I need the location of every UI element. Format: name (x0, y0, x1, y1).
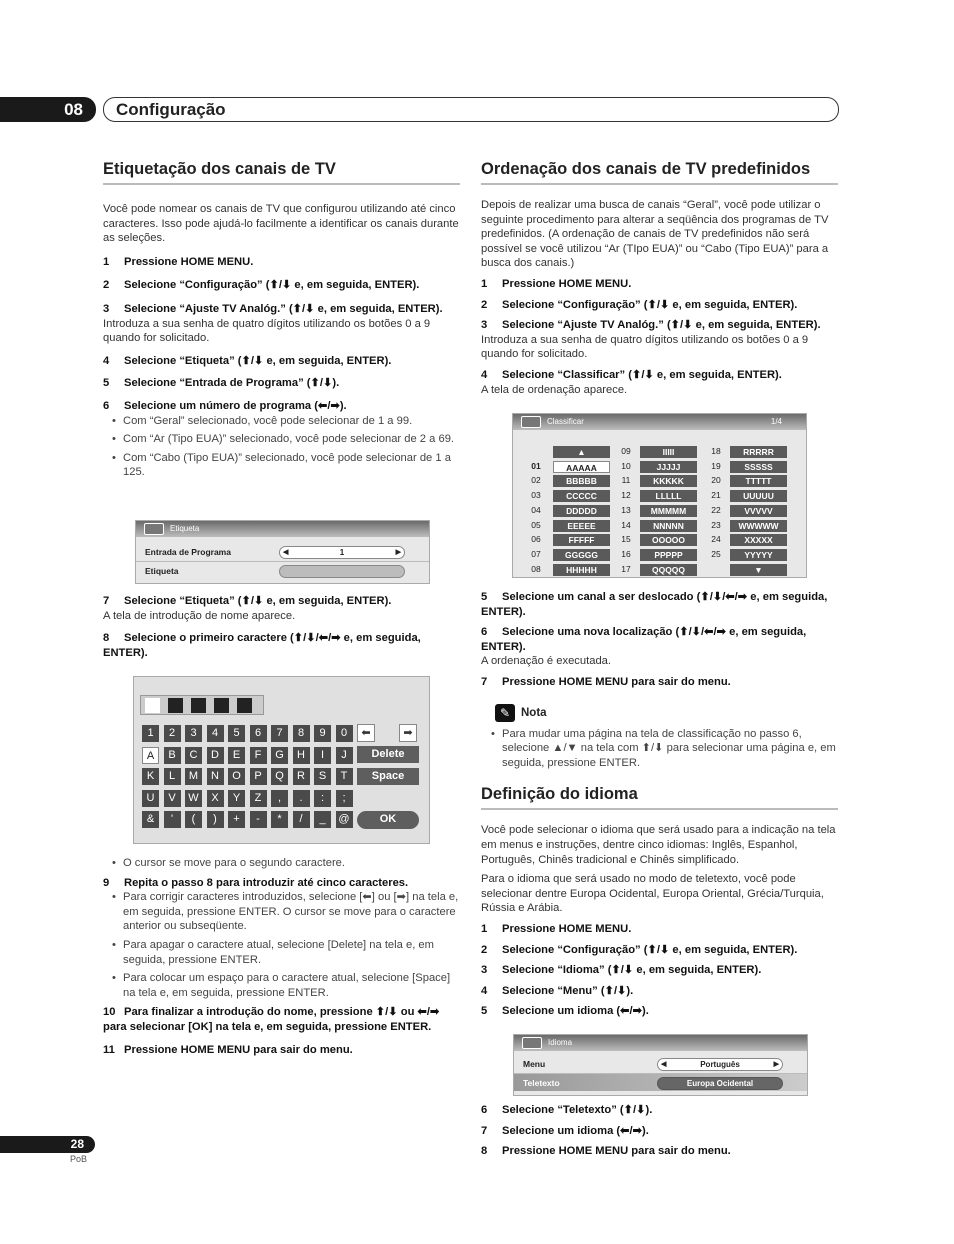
channel-name-cell[interactable]: DDDDD (553, 505, 610, 517)
key-N[interactable]: N (207, 768, 224, 785)
bullet: • Com “Ar (Tipo EUA)” selecionado, você pode selecionar de 2 a 69. (123, 432, 460, 447)
key-1[interactable]: 1 (142, 725, 159, 742)
ok-key[interactable]: OK (357, 811, 419, 829)
arrow-right-icon: ▶ (773, 1061, 779, 1068)
label-field[interactable] (279, 565, 405, 578)
tv-icon (522, 1037, 542, 1049)
name-entry-keyboard (133, 676, 430, 844)
step-2: 2 Selecione “Configuração” (⬆/⬇ e, em seguida, ENTER). (481, 298, 798, 311)
channel-name-cell[interactable]: TTTTT (730, 475, 787, 487)
right-column-2 (481, 590, 838, 1019)
step-3: 3 Selecione “Ajuste TV Analóg.” (⬆/⬇ e, em seguida, ENTER). (103, 302, 443, 315)
channel-number: 04 (531, 504, 541, 515)
char-slot (214, 698, 229, 713)
channel-name-cell[interactable]: HHHHH (553, 564, 610, 576)
step-9: 9 Repita o passo 8 para introduzir até cinco caracteres. (103, 876, 409, 889)
key-2[interactable]: 2 (164, 725, 181, 742)
osd-etiqueta (135, 520, 430, 584)
key-,[interactable]: , (271, 790, 288, 807)
channel-number: 07 (531, 548, 541, 559)
channel-name-cell[interactable]: AAAAA (553, 461, 610, 473)
bullet: • Para colocar um espaço para o caractere atual, selecione [Space] na tela e, em seguida, pressione ENTER. (123, 971, 460, 1000)
idioma-step-7: 7 Selecione um idioma (⬅/➡). (481, 1124, 649, 1137)
step-3: 3 Selecione “Ajuste TV Analóg.” (⬆/⬇ e, em seguida, ENTER). (481, 319, 821, 332)
arrow-left-icon: ◀ (283, 549, 289, 556)
key-'[interactable]: ' (164, 811, 181, 828)
cursor-left-key[interactable]: ⬅ (357, 724, 375, 742)
pencil-icon: ✎ (495, 704, 515, 722)
key-D[interactable]: D (207, 747, 224, 764)
channel-name-cell[interactable]: KKKKK (640, 475, 697, 487)
step-2: 2 Selecione “Configuração” (⬆/⬇ e, em seguida, ENTER). (103, 279, 420, 292)
channel-name-cell[interactable]: FFFFF (553, 534, 610, 546)
channel-name-cell[interactable]: ▲ (553, 446, 610, 458)
channel-name-cell[interactable]: JJJJJ (640, 461, 697, 473)
channel-number: 01 (531, 460, 541, 471)
channel-number: 21 (711, 490, 721, 501)
channel-number: 03 (531, 490, 541, 501)
section-title-idioma: Definição do idioma (481, 785, 838, 810)
key-S[interactable]: S (314, 768, 331, 785)
key-/[interactable]: / (293, 811, 310, 828)
key-I[interactable]: I (314, 747, 331, 764)
channel-name-cell[interactable]: IIIII (640, 446, 697, 458)
step-5: 5 Selecione um canal a ser deslocado (⬆/⬇/⬅/➡ e, em seguida, ENTER). (481, 591, 828, 618)
channel-number: 05 (531, 519, 541, 530)
key-4[interactable]: 4 (207, 725, 224, 742)
step-6: 6 Selecione uma nova localização (⬆/⬇/⬅/➡ e, em seguida, ENTER). (481, 626, 807, 653)
key-A[interactable]: A (142, 747, 159, 764)
step-7: 7 Selecione “Etiqueta” (⬆/⬇ e, em seguida, ENTER). (103, 595, 392, 607)
char-slot (168, 698, 183, 713)
key-Z[interactable]: Z (250, 790, 267, 807)
key-V[interactable]: V (164, 790, 181, 807)
key-.[interactable]: . (293, 790, 310, 807)
key-_[interactable]: _ (314, 811, 331, 828)
step-6: 6 Selecione um número de programa (⬅/➡). (103, 399, 347, 412)
arrow-right-icon: ▶ (395, 549, 401, 556)
osd-row-etiqueta[interactable]: Etiqueta (136, 561, 429, 579)
step-7: 7 Pressione HOME MENU para sair do menu. (481, 675, 731, 688)
idioma-step-4: 4 Selecione “Menu” (⬆/⬇). (481, 984, 634, 997)
channel-number: 17 (621, 563, 631, 574)
step-10: 10 Para finalizar a introdução do nome, pressione ⬆/⬇ ou ⬅/➡ para selecionar [OK] na tela e, em seguida, pressione ENTER. (103, 1006, 440, 1033)
osd-row-teletexto[interactable]: Teletexto Europa Ocidental (514, 1073, 807, 1091)
key-+[interactable]: + (228, 811, 245, 828)
channel-name-cell[interactable]: OOOOO (640, 534, 697, 546)
osd-title-bar: Classificar 1/4 (513, 414, 806, 430)
key-Y[interactable]: Y (228, 790, 245, 807)
name-entry-field[interactable] (140, 695, 264, 715)
key--[interactable]: - (250, 811, 267, 828)
channel-name-cell[interactable]: UUUUU (730, 490, 787, 502)
key-M[interactable]: M (185, 768, 202, 785)
idioma-para-2: Para o idioma que será usado no modo de teletexto, você pode selecionar dentre Europa Ocidental, Europa Oriental, Grécia/Turquia, Rússia e Arábia. (481, 873, 824, 915)
right-column-3 (481, 1103, 838, 1159)
tv-icon (144, 523, 164, 535)
key-L[interactable]: L (164, 768, 181, 785)
step-4: 4 Selecione “Etiqueta” (⬆/⬇ e, em seguida, ENTER). (103, 354, 392, 367)
program-selector[interactable]: ◀ 1 ▶ (279, 546, 405, 559)
channel-name-cell[interactable]: ▼ (730, 564, 787, 576)
bullet: • Com “Geral” selecionado, você pode selecionar de 1 a 99. (123, 414, 460, 429)
channel-name-cell[interactable]: WWWWW (730, 520, 787, 532)
channel-name-cell[interactable]: XXXXX (730, 534, 787, 546)
step-1: 1 Pressione HOME MENU. (103, 255, 254, 268)
key-;[interactable]: ; (336, 790, 353, 807)
key-9[interactable]: 9 (314, 725, 331, 742)
channel-name-cell[interactable]: QQQQQ (640, 564, 697, 576)
step-5: 5 Selecione “Entrada de Programa” (⬆/⬇). (103, 377, 340, 390)
step-4: 4 Selecione “Classificar” (⬆/⬇ e, em seguida, ENTER). (481, 368, 782, 381)
idioma-step-3: 3 Selecione “Idioma” (⬆/⬇ e, em seguida, ENTER). (481, 964, 762, 977)
key-0[interactable]: 0 (336, 725, 353, 742)
key-3[interactable]: 3 (185, 725, 202, 742)
nota-bullets (481, 727, 838, 771)
channel-number: 13 (621, 504, 631, 515)
channel-number: 14 (621, 519, 631, 530)
key-8[interactable]: 8 (293, 725, 310, 742)
channel-number: 12 (621, 490, 631, 501)
idioma-step-5: 5 Selecione um idioma (⬅/➡). (481, 1005, 649, 1018)
key-X[interactable]: X (207, 790, 224, 807)
channel-name-cell[interactable]: PPPPP (640, 549, 697, 561)
key-F[interactable]: F (250, 747, 267, 764)
tv-icon (521, 416, 541, 428)
channel-number: 02 (531, 475, 541, 486)
channel-name-cell[interactable]: EEEEE (553, 520, 610, 532)
key-E[interactable]: E (228, 747, 245, 764)
osd-idioma (513, 1034, 808, 1096)
idioma-step-6: 6 Selecione “Teletexto” (⬆/⬇). (481, 1104, 653, 1116)
page-indicator: 1/4 (770, 417, 782, 426)
right-column (481, 160, 838, 397)
channel-number: 09 (621, 446, 631, 456)
bullet: • Para apagar o caractere atual, selecione [Delete] na tela e, em seguida, pressione ENTER. (123, 938, 460, 967)
key-)[interactable]: ) (207, 811, 224, 828)
key-T[interactable]: T (336, 768, 353, 785)
channel-name-cell[interactable]: YYYYY (730, 549, 787, 561)
key-5[interactable]: 5 (228, 725, 245, 742)
step-9-bullets (103, 890, 460, 1000)
idioma-step-1: 1 Pressione HOME MENU. (481, 922, 632, 935)
channel-number: 08 (531, 563, 541, 574)
step-8-bullets (103, 856, 460, 871)
channel-number: 16 (621, 548, 631, 559)
key-6[interactable]: 6 (250, 725, 267, 742)
step-4-note: A tela de ordenação aparece. (481, 383, 628, 396)
bullet: • O cursor se move para o segundo caractere. (123, 856, 460, 871)
channel-name-cell[interactable]: MMMMM (640, 505, 697, 517)
channel-number: 11 (621, 475, 631, 486)
key-U[interactable]: U (142, 790, 159, 807)
chapter-number: 08 (0, 97, 96, 122)
osd-row-menu[interactable]: Menu ◀ Português ▶ (514, 1055, 807, 1073)
section-title: Ordenação dos canais de TV predefinidos (481, 160, 838, 185)
key-7[interactable]: 7 (271, 725, 288, 742)
channel-number: 25 (711, 548, 721, 559)
key-H[interactable]: H (293, 747, 310, 764)
step-7-note: A tela de introdução de nome aparece. (103, 609, 296, 622)
page-number: 28 (0, 1136, 95, 1153)
left-column-2 (103, 594, 460, 660)
channel-number: 22 (711, 504, 721, 515)
channel-number: 19 (711, 460, 721, 471)
channel-number: 15 (621, 534, 631, 545)
language-code: PoB (70, 1154, 88, 1164)
bullet: • Com “Cabo (Tipo EUA)” selecionado, você pode selecionar de 1 a 125. (123, 451, 460, 480)
channel-number: 20 (711, 475, 721, 486)
key-P[interactable]: P (250, 768, 267, 785)
key-O[interactable]: O (228, 768, 245, 785)
cursor-right-key[interactable]: ➡ (399, 724, 417, 742)
key-&[interactable]: & (142, 811, 159, 828)
key-:[interactable]: : (314, 790, 331, 807)
channel-number: 23 (711, 519, 721, 530)
space-key[interactable]: Space (357, 768, 419, 785)
key-K[interactable]: K (142, 768, 159, 785)
char-slot (191, 698, 206, 713)
intro-text: Você pode nomear os canais de TV que configurou utilizando até cinco caracteres. Isso pode ajudá-lo facilmente a identificar os canais durante as seleções. (103, 203, 459, 245)
idioma-step-8: 8 Pressione HOME MENU para sair do menu. (481, 1145, 731, 1158)
delete-key[interactable]: Delete (357, 746, 419, 763)
bullet: • Para corrigir caracteres introduzidos, selecione [⬅] ou [➡] na tela e, em seguida, pressione ENTER. O cursor se move para o caractere anterior ou subseqüente. (123, 890, 460, 934)
key-Q[interactable]: Q (271, 768, 288, 785)
step-6-bullets (103, 414, 460, 480)
channel-number: 06 (531, 534, 541, 545)
idioma-step-2: 2 Selecione “Configuração” (⬆/⬇ e, em seguida, ENTER). (481, 943, 798, 956)
step-11: 11 Pressione HOME MENU para sair do menu. (103, 1043, 353, 1056)
key-*[interactable]: * (271, 811, 288, 828)
key-([interactable]: ( (185, 811, 202, 828)
key-G[interactable]: G (271, 747, 288, 764)
key-B[interactable]: B (164, 747, 181, 764)
nota-heading: ✎ Nota (495, 704, 838, 722)
key-C[interactable]: C (185, 747, 202, 764)
step-8: 8 Selecione o primeiro caractere (⬆/⬇/⬅/➡ e, em seguida, ENTER). (103, 632, 421, 659)
arrow-left-icon: ◀ (661, 1061, 667, 1068)
osd-title-bar: Idioma (514, 1035, 807, 1051)
step-3-note: Introduza a sua senha de quatro dígitos utilizando os botões 0 a 9 quando for solicitado. (481, 333, 809, 361)
channel-name-cell[interactable]: LLLLL (640, 490, 697, 502)
section-title: Etiquetação dos canais de TV (103, 160, 460, 185)
key-W[interactable]: W (185, 790, 202, 807)
channel-name-cell[interactable]: SSSSS (730, 461, 787, 473)
key-J[interactable]: J (336, 747, 353, 764)
bullet: • Para mudar uma página na tela de classificação no passo 6, selecione ▲/▼ na tela com ⬆/⬇ para selecionar uma página e, em seguida, pressione ENTER. (502, 727, 838, 771)
teletext-language-selector[interactable]: Europa Ocidental (657, 1077, 783, 1090)
channel-number: 18 (711, 446, 721, 456)
char-slot (237, 698, 252, 713)
left-column-3 (103, 856, 460, 1057)
channel-name-cell[interactable]: NNNNN (640, 520, 697, 532)
channel-number: 10 (621, 460, 631, 471)
menu-language-selector[interactable]: ◀ Português ▶ (657, 1058, 783, 1071)
step-6-note: A ordenação é executada. (481, 655, 611, 668)
left-column (103, 160, 460, 484)
intro-text: Depois de realizar uma busca de canais “Geral”, você pode utilizar o seguinte procedimento para alterar a seqüência dos programas de TV predefinidos. (A ordenação de canais de TV predefinidos não será possível se você utilizou “Ar (TIpo EUA)” ou “Cabo (Tipo EUA)” para a busca dos canais.) (481, 199, 829, 270)
step-1: 1 Pressione HOME MENU. (481, 277, 632, 290)
key-R[interactable]: R (293, 768, 310, 785)
channel-name-cell[interactable]: CCCCC (553, 490, 610, 502)
char-slot (145, 698, 160, 713)
channel-name-cell[interactable]: BBBBB (553, 475, 610, 487)
chapter-title: Configuração (103, 97, 839, 122)
channel-name-cell[interactable]: GGGGG (553, 549, 610, 561)
channel-name-cell[interactable]: RRRRR (730, 446, 787, 458)
channel-name-cell[interactable]: VVVVV (730, 505, 787, 517)
channel-number: 24 (711, 534, 721, 545)
idioma-para-1: Você pode selecionar o idioma que será usado para a indicação na tela em menus e instruções, dentre cinco idiomas: Inglês, Espanhol, Português, Chinês tradicional e Chinês simplificado. (481, 824, 836, 866)
osd-row-entrada[interactable]: Entrada de Programa ◀ 1 ▶ (136, 543, 429, 561)
osd-classificar (512, 413, 807, 578)
osd-title-bar: Etiqueta (136, 521, 429, 537)
step-3-note: Introduza a sua senha de quatro dígitos utilizando os botões 0 a 9 quando for solicitado. (103, 317, 431, 345)
key-@[interactable]: @ (336, 811, 353, 828)
